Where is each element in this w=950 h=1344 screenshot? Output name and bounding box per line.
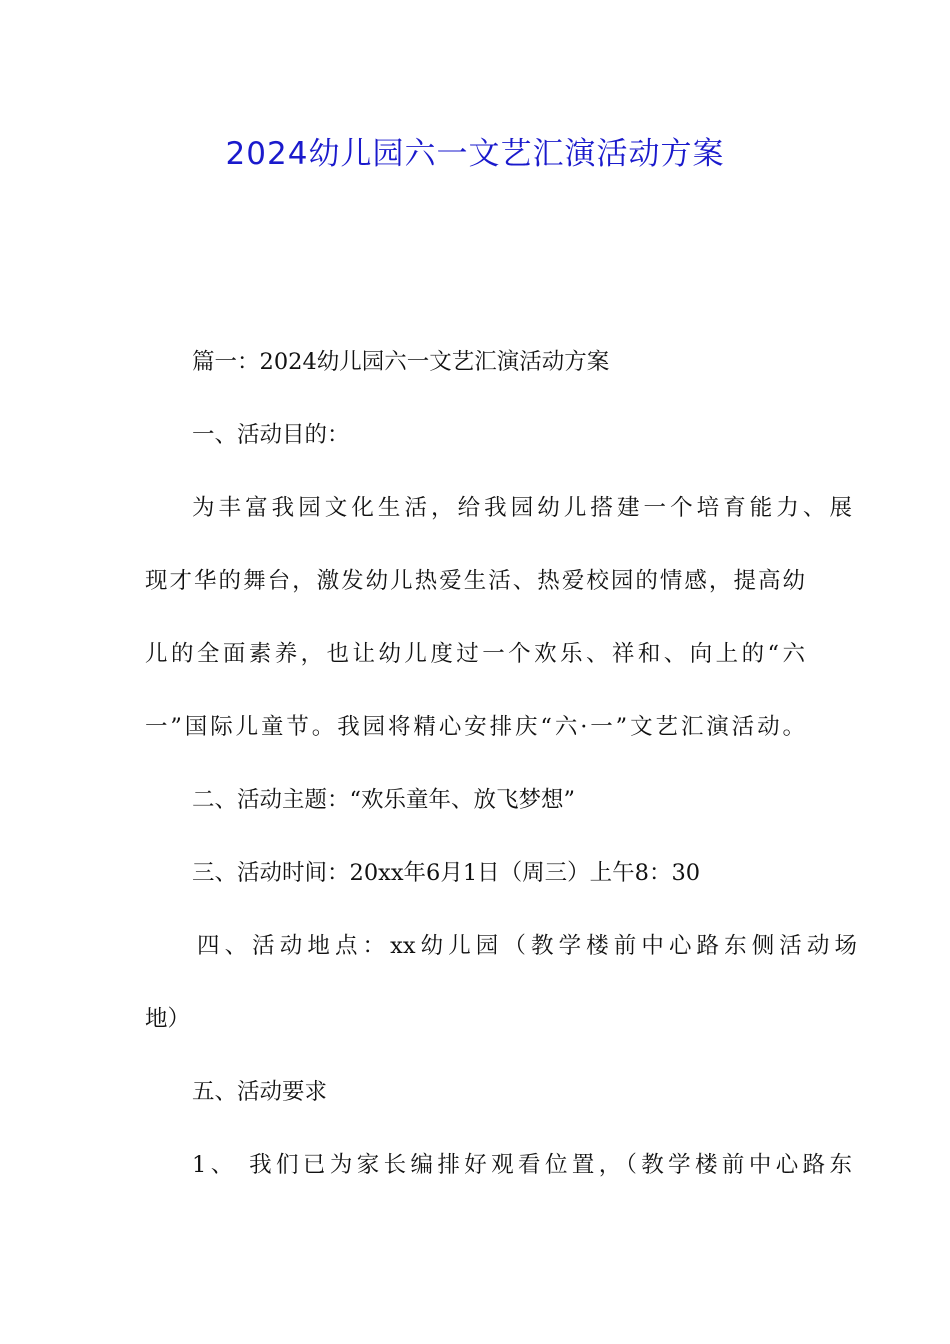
paragraph-line: 儿的全面素养，也让幼儿度过一个欢乐、祥和、向上的“六	[145, 641, 805, 667]
document-body	[145, 330, 857, 1206]
section-heading-theme: 二、活动主题：“欢乐童年、放飞梦想”	[192, 787, 576, 813]
section-heading-time: 三、活动时间：20xx年6月1日（周三）上午8：30	[192, 860, 701, 886]
paragraph-line: 一”国际儿童节。我园将精心安排庆“六·一”文艺汇演活动。	[145, 714, 805, 740]
section-heading-requirements: 五、活动要求	[192, 1079, 328, 1105]
paragraph-heading-part-one: 篇一：2024幼儿园六一文艺汇演活动方案	[192, 349, 610, 375]
paragraph-line: 现才华的舞台，激发幼儿热爱生活、热爱校园的情感，提高幼	[145, 568, 805, 594]
paragraph-line: 为丰富我园文化生活，给我园幼儿搭建一个培育能力、展	[192, 495, 852, 521]
list-item: 1、 我们已为家长编排好观看位置，（教学楼前中心路东	[192, 1152, 852, 1178]
section-heading-location: 四、活动地点：xx幼儿园（教学楼前中心路东侧活动场	[197, 933, 857, 959]
section-heading-purpose: 一、活动目的：	[192, 422, 350, 448]
document-title: 2024幼儿园六一文艺汇演活动方案	[225, 136, 725, 172]
paragraph-line: 地）	[145, 1006, 191, 1032]
